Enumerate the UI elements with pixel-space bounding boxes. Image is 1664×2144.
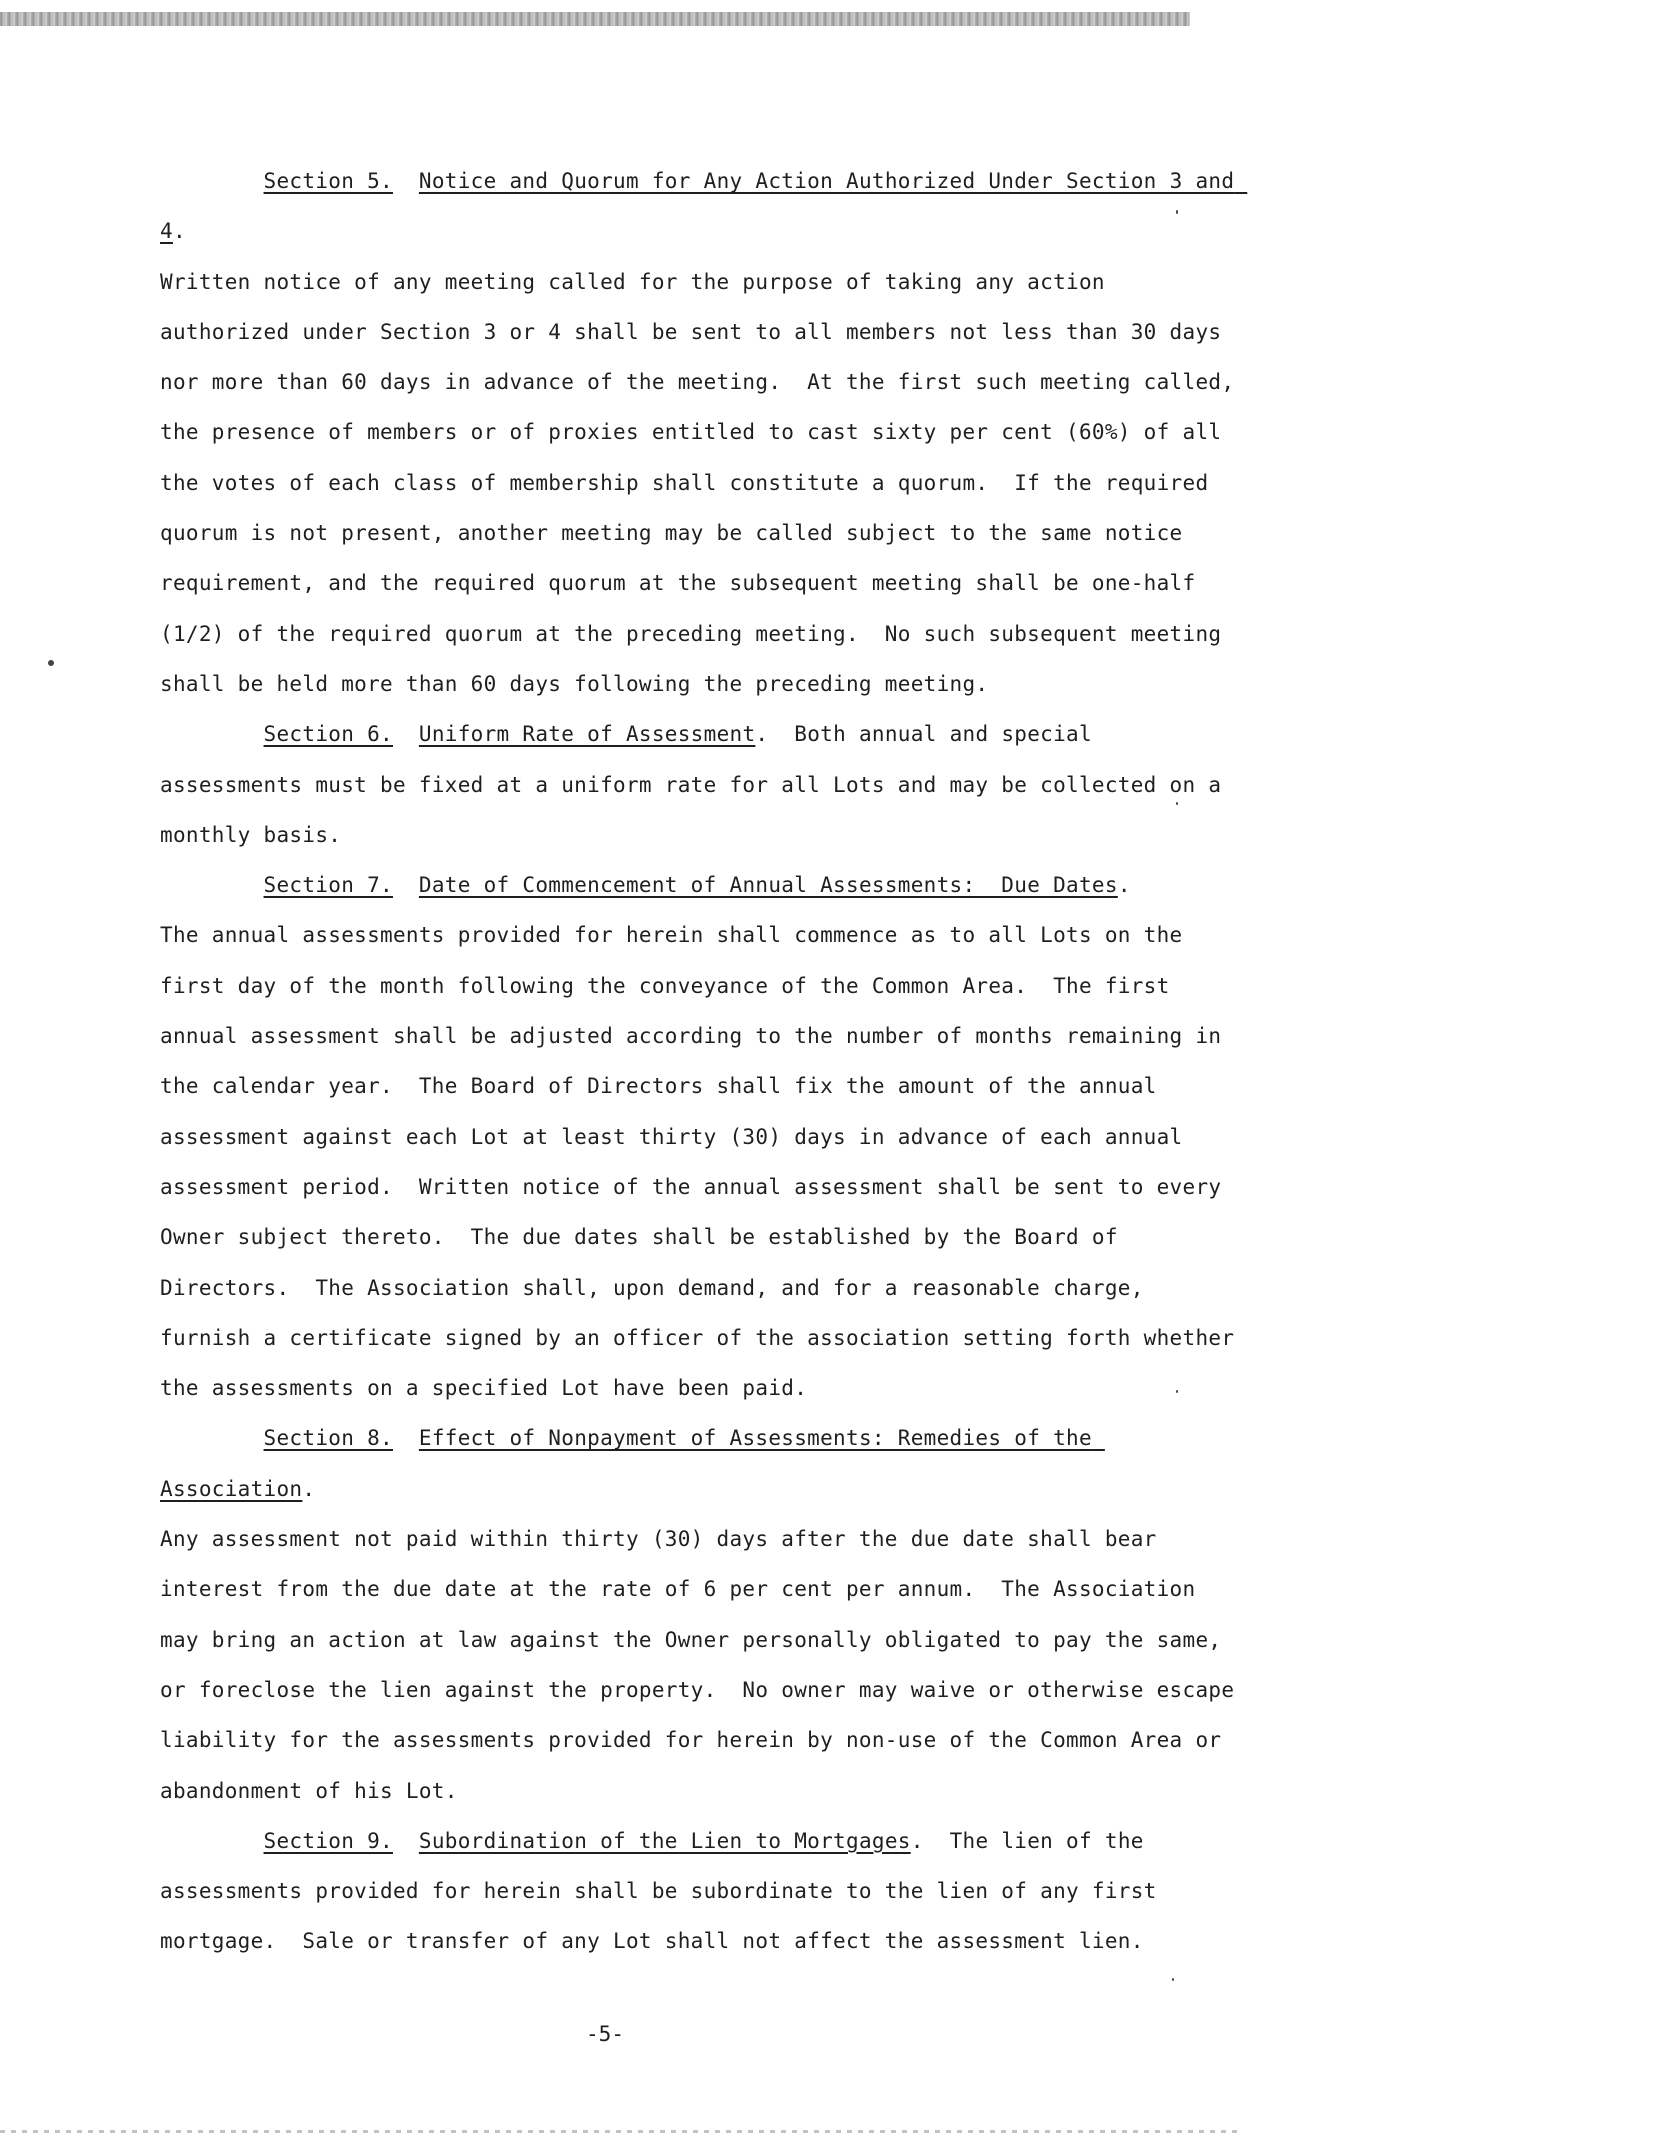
scan-speck <box>1176 802 1178 805</box>
section-7-paragraph <box>160 860 1248 1413</box>
section-9-title-end: . <box>910 1828 924 1853</box>
section-7-text: The annual assessments provided for herein shall commence as to all Lots on the first day of the month following the conveyance of the Common Area. The first annual assessment shall be adjusted according to the number of months remaining in the calendar year. The Board of Directors shall fix the amount of the annual assessment against each Lot at least thirty (30) days in advance of each annual assessment period. Written notice of the annual assessment shall be sent to every Owner subject thereto. The due dates shall be established by the Board of Directors. The Association shall, upon demand, and for a reasonable charge, furnish a certificate signed by an officer of the association setting forth whether the assessments on a specified Lot have been paid. <box>160 923 1248 1401</box>
section-8-paragraph <box>160 1413 1248 1815</box>
section-6-text: Both annual and special assessments must be fixed at a uniform rate for all Lots and may be collected on a monthly basis. <box>160 722 1235 847</box>
section-7-title-end: . <box>1117 873 1131 898</box>
section-9-label: Section 9. <box>263 1828 393 1853</box>
section-5-title: Notice and Quorum for Any Action Authorized Under Section 3 and 4 <box>160 169 1248 244</box>
section-6-title: Uniform Rate of Assessment <box>418 722 756 747</box>
page-number: -5- <box>586 2022 624 2046</box>
section-5-label: Section 5. <box>263 169 393 193</box>
scan-speck <box>1176 1390 1178 1393</box>
scan-noise-bottom <box>0 2130 1240 2133</box>
section-9-paragraph <box>160 1816 1240 1967</box>
scan-noise-top <box>0 12 1190 26</box>
section-5-text: Written notice of any meeting called for the purpose of taking any action authorized under Section 3 or 4 shall be sent to all members not less than 30 days nor more than 60 days in advance of the meeting. At the first such meeting called, the presence of members or of proxies entitled to cast sixty per cent (60%) of all the votes of each class of membership shall constitute a quorum. If the required quorum is not present, another meeting may be called subject to the same notice requirement, and the required quorum at the subsequent meeting shall be one-half (1/2) of the required quorum at the preceding meeting. No such subsequent meeting shall be held more than 60 days following the preceding meeting. <box>160 269 1248 696</box>
section-8-label: Section 8. <box>263 1426 393 1451</box>
section-9-title: Subordination of the Lien to Mortgages <box>418 1828 911 1853</box>
section-5-title-end: . <box>172 219 186 244</box>
scan-speck <box>48 660 54 666</box>
section-6-paragraph <box>160 709 1240 860</box>
section-7-title: Date of Commencement of Annual Assessments: Due Dates <box>418 873 1118 898</box>
section-6-label: Section 6. <box>263 722 393 747</box>
section-8-text: Any assessment not paid within thirty (30) days after the due date shall bear interest from the due date at the rate of 6 per cent per annum. The Association may bring an action at law against the Owner personally obligated to pay the same, or foreclose the lien against the property. No owner may waive or otherwise escape liability for the assessments provided for herein by non-use of the Common Area or abandonment of his Lot. <box>160 1527 1248 1803</box>
scan-speck <box>1176 210 1178 214</box>
document-body <box>160 156 1248 1967</box>
section-7-label: Section 7. <box>263 873 393 898</box>
section-6-title-end: . <box>755 722 769 747</box>
section-8-title-end: . <box>302 1476 316 1501</box>
section-5-paragraph <box>160 156 1248 709</box>
section-8-title: Effect of Nonpayment of Assessments: Remedies of the Association <box>160 1426 1105 1501</box>
section-9-text: The lien of the assessments provided for herein shall be subordinate to the lien of any first mortgage. Sale or transfer of any Lot shall not affect the assessment lien. <box>160 1828 1170 1954</box>
scan-speck <box>1172 1978 1174 1981</box>
